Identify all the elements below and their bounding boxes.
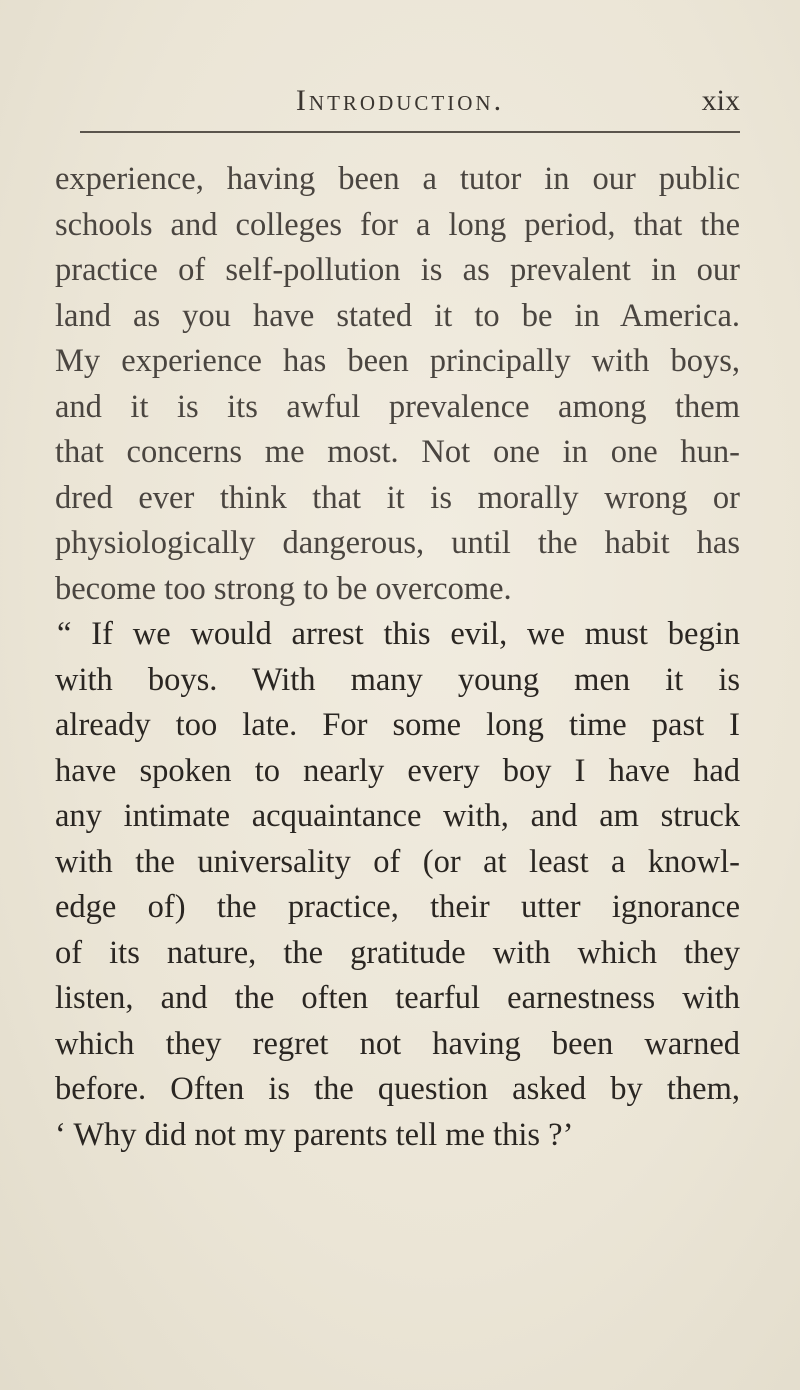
text-line: land as you have stated it to be in America. [55,297,740,334]
text-line: edge of) the practice, their utter ignorance [55,889,740,925]
text-line: before. Often is the question asked by them, [55,1071,740,1107]
page-header [60,84,740,124]
text-line: My experience has been principally with boys, [55,343,740,379]
body-text [55,157,740,1158]
text-line: become too strong to be overcome. [55,570,512,607]
header-rule [80,131,740,133]
text-line: with boys. With many young men it is [55,661,740,698]
text-line: of its nature, the gratitude with which they [55,934,740,971]
text-line: and it is its awful prevalence among them [55,388,740,425]
text-line: which they regret not having been warned [55,1025,740,1062]
text-line: experience, having been a tutor in our public [55,161,740,197]
text-line: with the universality of (or at least a knowl- [55,843,740,880]
text-line: schools and colleges for a long period, that the [55,206,740,243]
text-line: that concerns me most. Not one in one hun- [55,434,740,470]
text-line: ‘ Why did not my parents tell me this ?’ [55,1116,574,1153]
text-line: already too late. For some long time past I [55,707,740,743]
text-line: any intimate acquaintance with, and am struck [55,798,740,834]
text-line: have spoken to nearly every boy I have had [55,752,740,789]
text-line: listen, and the often tearful earnestness with [55,980,740,1016]
page-number: xix [701,84,740,117]
text-line: dred ever think that it is morally wrong or [55,479,740,516]
text-line: “ If we would arrest this evil, we must begin [57,616,740,652]
running-title: Introduction. [295,84,505,117]
text-line: physiologically dangerous, until the habit has [55,525,740,561]
text-line: practice of self-pollution is as prevalent in our [55,252,740,288]
